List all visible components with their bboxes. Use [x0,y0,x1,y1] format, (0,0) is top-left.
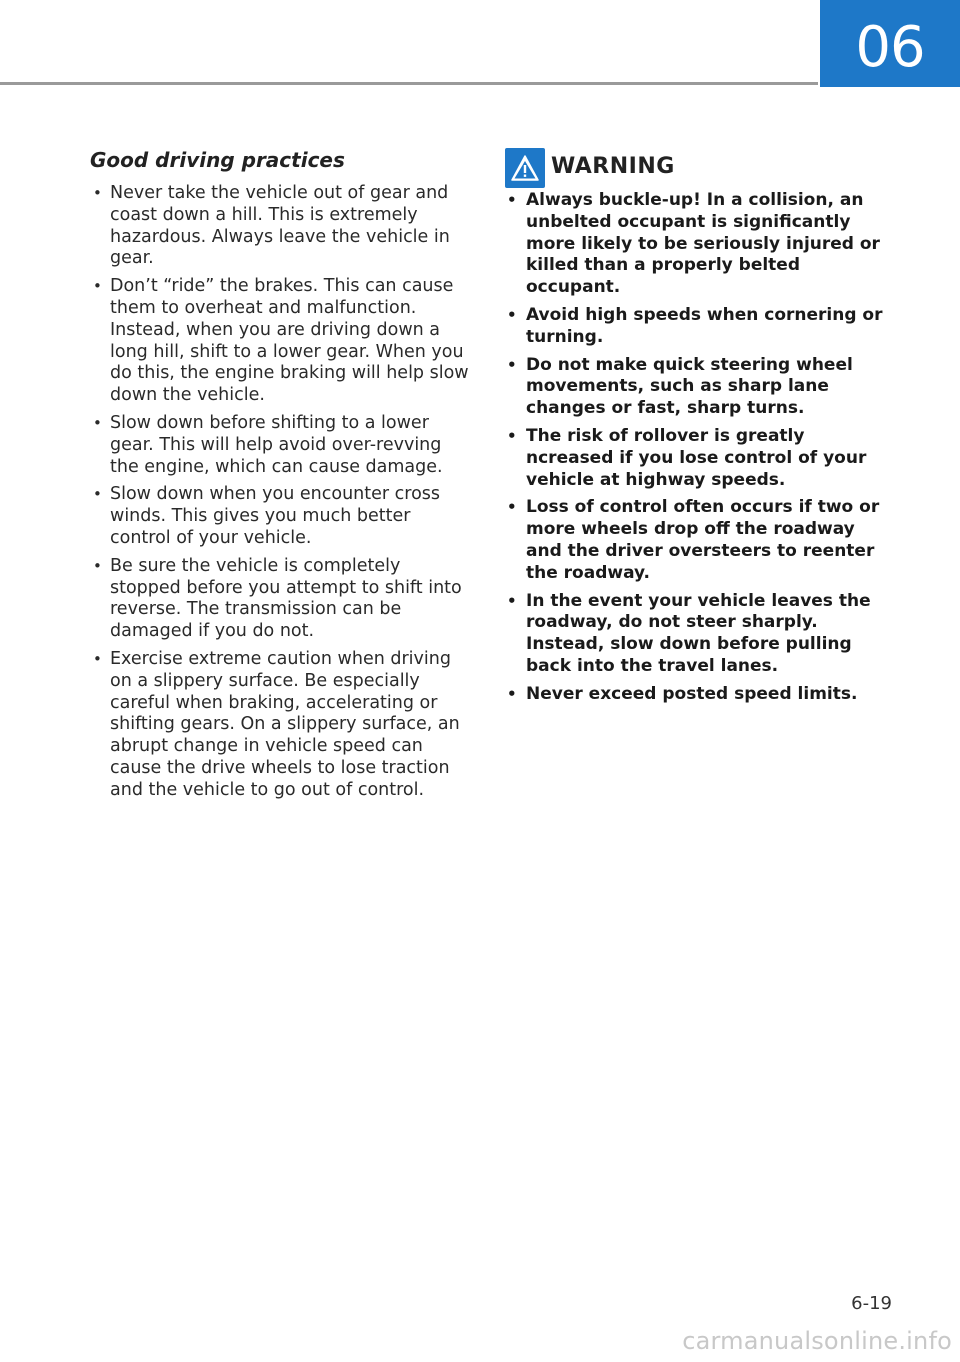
bullet-icon: • [93,649,102,668]
list-item [90,276,470,407]
list-item-text: Don’t “ride” the brakes. This can cause them to overheat and malfunction. Instead, when you are driving down a long hill, shift to a lower gear. When you do this, the engine braking will help slow down the vehicle. [110,276,469,406]
warning-list [505,190,885,706]
warning-item-text: In the event your vehicle leaves the roadway, do not steer sharply. Instead, slow down before pulling back into the travel lanes. [526,590,871,676]
warning-item [505,426,885,491]
warning-item [505,591,885,678]
bullet-icon: • [93,413,102,432]
warning-item-text: Always buckle-up! In a collision, an unbelted occupant is significantly more likely to be seriously injured or killed than a properly belted occupant. [526,190,880,298]
warning-item-text: Loss of control often occurs if two or more wheels drop off the roadway and the driver oversteers to reenter the roadway. [526,497,880,583]
warning-item-text: Avoid high speeds when cornering or turning. [526,304,883,347]
warning-item [505,355,885,420]
list-item-text: Slow down before shifting to a lower gear. This will help avoid over-revving the engine, which can cause damage. [110,412,443,477]
bullet-icon: • [507,498,517,517]
list-item [90,649,470,802]
warning-item [505,305,885,349]
warning-section [505,148,885,712]
list-item-text: Exercise extreme caution when driving on a slippery surface. Be especially careful when braking, accelerating or shifting gears. On a slippery surface, an abrupt change in vehicle speed can cause the drive wheels to lose traction and the vehicle to go out of control. [110,648,460,800]
bullet-icon: • [507,684,517,703]
warning-title: WARNING [551,154,675,179]
list-item [90,484,470,549]
warning-item [505,684,885,706]
section-title: Good driving practices [90,148,345,172]
bullet-icon: • [507,591,517,610]
list-item [90,413,470,478]
bullet-icon: • [93,485,102,504]
bullet-icon: • [507,305,517,324]
bullet-icon: • [507,426,517,445]
watermark: carmanualsonline.info [682,1327,952,1355]
bullet-icon: • [507,191,517,209]
list-item-text: Slow down when you encounter cross winds. This gives you much better control of your vehicle. [110,484,441,548]
chapter-number: 06 [855,15,925,80]
bullet-icon: • [507,355,517,374]
warning-item [505,497,885,584]
warning-header [505,148,885,188]
warning-item-text: Never exceed posted speed limits. [526,683,858,704]
warning-triangle-icon [505,148,545,188]
list-item [90,556,470,643]
warning-item-text: The risk of rollover is greatly ncreased if you lose control of your vehicle at highway speeds. [526,425,867,490]
list-item-text: Be sure the vehicle is completely stopped before you attempt to shift into reverse. The transmission can be damaged if you do not. [110,555,462,642]
header-rule [0,82,818,85]
chapter-tab [820,0,960,87]
warning-item [505,190,885,299]
list-item [90,183,470,270]
good-driving-section [90,145,470,808]
bullet-icon: • [93,277,102,296]
page-number: 6-19 [851,1293,892,1314]
bullet-icon: • [93,184,102,202]
practices-list [90,183,470,802]
warning-item-text: Do not make quick steering wheel movements, such as sharp lane changes or fast, sharp turns. [526,354,853,419]
list-item-text: Never take the vehicle out of gear and coast down a hill. This is extremely hazardous. Always leave the vehicle in gear. [110,183,450,269]
bullet-icon: • [93,556,102,575]
